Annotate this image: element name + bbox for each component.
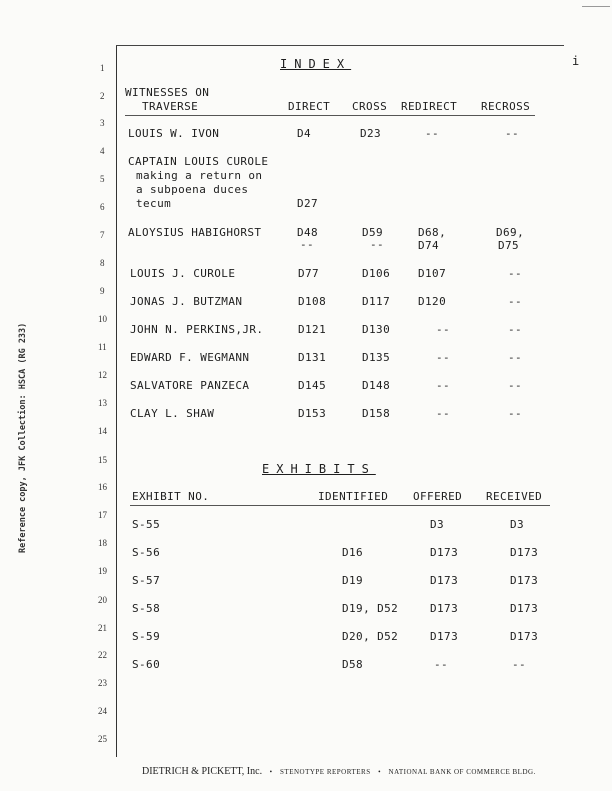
line-number: 23 (98, 678, 107, 688)
direct-value: D27 (297, 197, 319, 210)
line-number: 10 (98, 314, 107, 324)
corner-mark (582, 6, 610, 7)
cross-value: D59 (362, 226, 384, 239)
col-exhibit-no-header: EXHIBIT NO. (132, 490, 210, 503)
witness-name: JOHN N. PERKINS,JR. (130, 323, 264, 336)
cross-value: D106 (362, 267, 391, 280)
received-value: -- (512, 658, 527, 671)
firm-name: DIETRICH & PICKETT, Inc. (142, 766, 263, 777)
cross-value: D135 (362, 351, 391, 364)
received-value: D173 (510, 630, 539, 643)
redirect-value: -- (436, 351, 451, 364)
line-number: 18 (98, 538, 107, 548)
exhibit-number: S-60 (132, 658, 161, 671)
line-number: 8 (100, 258, 105, 268)
index-title: INDEX (280, 57, 352, 71)
recross-value: -- (508, 351, 523, 364)
offered-value: D3 (430, 518, 445, 531)
received-value: D173 (510, 546, 539, 559)
cross-value: D23 (360, 127, 382, 140)
recross-value: -- (505, 127, 520, 140)
recross-value: D75 (498, 239, 520, 252)
recross-value: -- (508, 267, 523, 280)
col-redirect-header: REDIRECT (401, 100, 458, 113)
firm-address: NATIONAL BANK OF COMMERCE BLDG. (388, 768, 536, 776)
cross-value: D130 (362, 323, 391, 336)
offered-value: D173 (430, 630, 459, 643)
cross-value: -- (370, 238, 385, 251)
line-number: 1 (100, 63, 105, 73)
exhibit-number: S-59 (132, 630, 161, 643)
recross-value: -- (508, 407, 523, 420)
witnesses-header: WITNESSES ON (125, 86, 210, 99)
direct-value: D145 (298, 379, 327, 392)
col-identified-header: IDENTIFIED (318, 490, 389, 503)
firm-role: STENOTYPE REPORTERS (280, 768, 371, 776)
exhibit-number: S-56 (132, 546, 161, 559)
witness-name: EDWARD F. WEGMANN (130, 351, 250, 364)
line-number: 22 (98, 650, 107, 660)
witness-note: a subpoena duces (136, 183, 249, 196)
identified-value: D20, D52 (342, 630, 399, 643)
line-number: 19 (98, 566, 107, 576)
offered-value: D173 (430, 574, 459, 587)
line-number: 20 (98, 595, 107, 605)
line-number: 25 (98, 734, 107, 744)
witness-note: making a return on (136, 169, 263, 182)
traverse-header: TRAVERSE (142, 100, 199, 113)
identified-value: D19 (342, 574, 364, 587)
direct-value: D131 (298, 351, 327, 364)
line-number: 3 (100, 118, 105, 128)
reporter-footer (142, 766, 536, 777)
footer-separator: • (378, 768, 382, 776)
exhibit-number: S-57 (132, 574, 161, 587)
col-direct-header: DIRECT (288, 100, 331, 113)
col-cross-header: CROSS (352, 100, 388, 113)
cross-value: D117 (362, 295, 391, 308)
cross-value: D148 (362, 379, 391, 392)
col-offered-header: OFFERED (413, 490, 463, 503)
recross-value: -- (508, 379, 523, 392)
line-number: 21 (98, 623, 107, 633)
line-number: 9 (100, 286, 105, 296)
exhibits-header-underline (130, 505, 550, 506)
direct-value: D77 (298, 267, 320, 280)
witness-name: ALOYSIUS HABIGHORST (128, 226, 262, 239)
redirect-value: D120 (418, 295, 447, 308)
direct-value: D48 (297, 226, 319, 239)
received-value: D173 (510, 602, 539, 615)
header-underline (125, 115, 535, 116)
direct-value: D108 (298, 295, 327, 308)
received-value: D173 (510, 574, 539, 587)
witness-name: CLAY L. SHAW (130, 407, 215, 420)
received-value: D3 (510, 518, 525, 531)
redirect-value: -- (436, 323, 451, 336)
witness-name: LOUIS J. CUROLE (130, 267, 236, 280)
identified-value: D19, D52 (342, 602, 399, 615)
direct-value: D153 (298, 407, 327, 420)
line-number: 2 (100, 91, 105, 101)
line-number: 13 (98, 398, 107, 408)
direct-value: D4 (297, 127, 312, 140)
line-number: 5 (100, 174, 105, 184)
page-number: i (572, 54, 580, 68)
redirect-value: -- (425, 127, 440, 140)
line-number: 6 (100, 202, 105, 212)
line-number: 15 (98, 455, 107, 465)
identified-value: D16 (342, 546, 364, 559)
redirect-value: -- (436, 407, 451, 420)
col-received-header: RECEIVED (486, 490, 543, 503)
left-margin-rule (116, 45, 117, 757)
line-number: 11 (98, 342, 107, 352)
recross-value: -- (508, 323, 523, 336)
witness-name: SALVATORE PANZECA (130, 379, 250, 392)
cross-value: D158 (362, 407, 391, 420)
witness-name: JONAS J. BUTZMAN (130, 295, 243, 308)
exhibit-number: S-58 (132, 602, 161, 615)
line-number: 24 (98, 706, 107, 716)
line-number: 7 (100, 230, 105, 240)
exhibits-title: EXHIBITS (262, 462, 376, 476)
witness-name: CAPTAIN LOUIS CUROLE (128, 155, 269, 168)
recross-value: -- (508, 295, 523, 308)
redirect-value: D74 (418, 239, 440, 252)
direct-value: -- (300, 238, 315, 251)
offered-value: D173 (430, 602, 459, 615)
col-recross-header: RECROSS (481, 100, 531, 113)
direct-value: D121 (298, 323, 327, 336)
offered-value: D173 (430, 546, 459, 559)
redirect-value: D107 (418, 267, 447, 280)
top-margin-rule (116, 45, 564, 46)
identified-value: D58 (342, 658, 364, 671)
line-number: 16 (98, 482, 107, 492)
footer-separator: • (269, 768, 273, 776)
offered-value: -- (434, 658, 449, 671)
witness-name: LOUIS W. IVON (128, 127, 220, 140)
redirect-value: -- (436, 379, 451, 392)
redirect-value: D68, (418, 226, 447, 239)
recross-value: D69, (496, 226, 525, 239)
line-number: 12 (98, 370, 107, 380)
exhibit-number: S-55 (132, 518, 161, 531)
line-number: 4 (100, 146, 105, 156)
line-number: 17 (98, 510, 107, 520)
side-caption: Reference copy, JFK Collection: HSCA (RG 233) (18, 322, 28, 553)
witness-note: tecum (136, 197, 172, 210)
line-number: 14 (98, 426, 107, 436)
